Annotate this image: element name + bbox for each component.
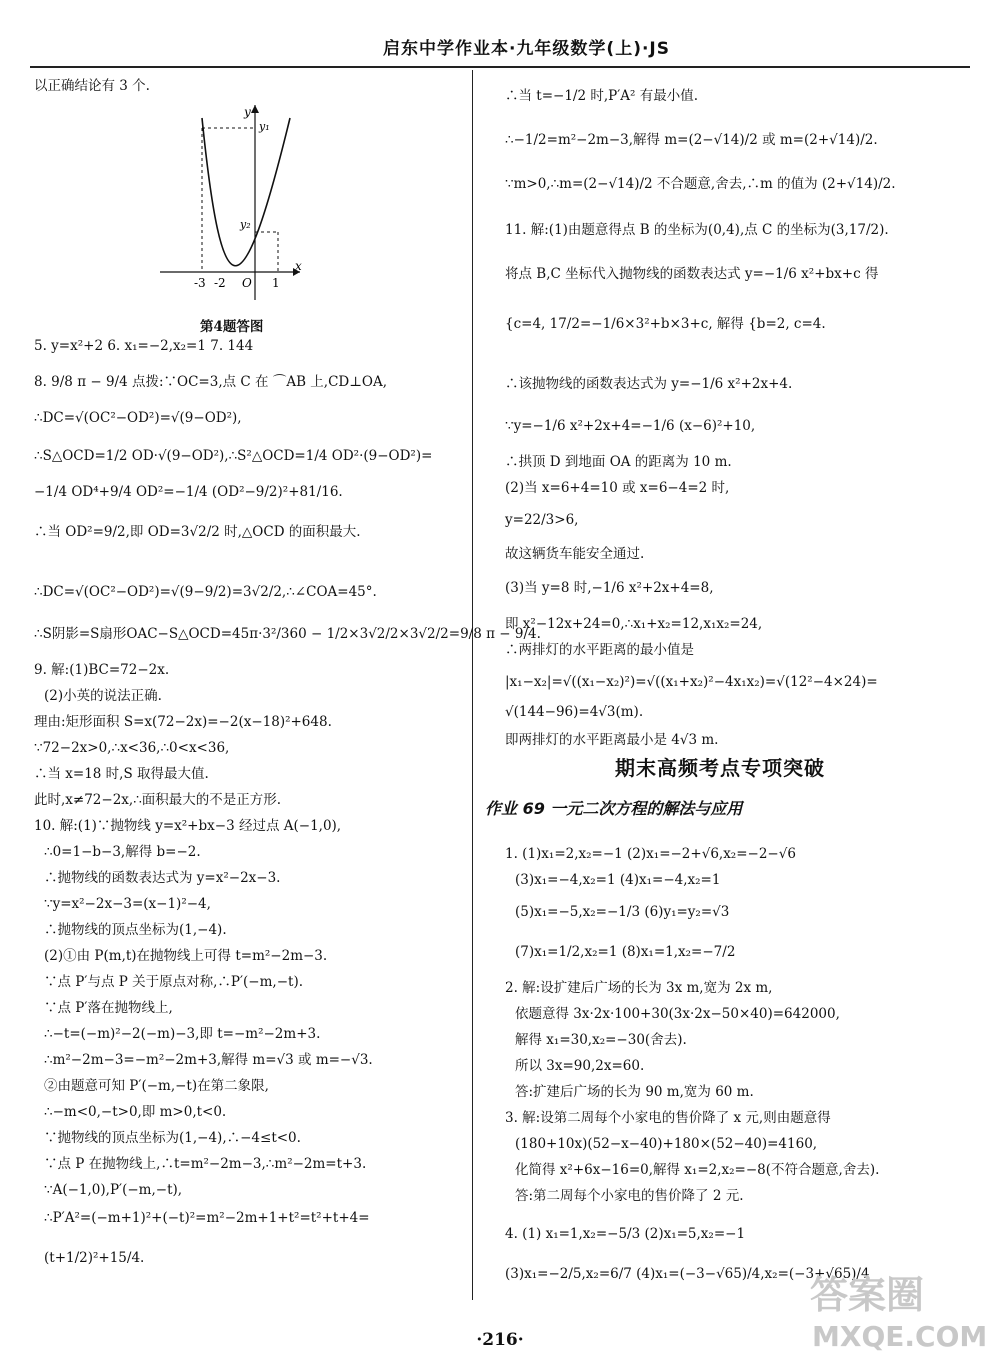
page-header xyxy=(30,28,970,68)
y2-label: y₂ xyxy=(240,218,251,231)
text-line: ∵抛物线的顶点坐标为(1,−4),∴−4≤t<0. xyxy=(44,1130,301,1146)
text-line: ∴当 OD²=9/2,即 OD=3√2/2 时,△OCD 的面积最大. xyxy=(34,524,361,540)
text-line: 答:扩建后广场的长为 90 m,宽为 60 m. xyxy=(515,1084,754,1100)
text-line: −1/4 OD⁴+9/4 OD²=−1/4 (OD²−9/2)²+81/16. xyxy=(34,484,343,500)
text-line: (2)当 x=6+4=10 或 x=6−4=2 时, xyxy=(505,480,730,496)
text-line: 9. 解:(1)BC=72−2x. xyxy=(34,662,170,678)
text-line: (180+10x)(52−x−40)+180×(52−40)=4160, xyxy=(515,1136,818,1152)
text-line: 3. 解:设第二周每个小家电的售价降了 x 元,则由题意得 xyxy=(505,1110,831,1126)
origin-label: O xyxy=(242,276,252,290)
watermark-text: 答案圈 xyxy=(810,1273,925,1317)
header-title: 启东中学作业本·九年级数学(上)·JS xyxy=(382,39,670,59)
text-line: (t+1/2)²+15/4. xyxy=(44,1250,145,1266)
text-line: ∴当 t=−1/2 时,P′A² 有最小值. xyxy=(505,88,699,104)
text-line: {c=4, 17/2=−1/6×3²+b×3+c, 解得 {b=2, c=4. xyxy=(505,316,826,332)
text-line: ∴两排灯的水平距离的最小值是 xyxy=(505,642,694,658)
text-line: (3)x₁=−2/5,x₂=6/7 (4)x₁=(−3−√65)/4,x₂=(−3+√65)/4 xyxy=(505,1266,870,1282)
text-line: ∵点 P′与点 P 关于原点对称,∴P′(−m,−t). xyxy=(44,974,304,990)
text-line: 8. 9/8 π − 9/4 点拨:∵OC=3,点 C 在 ⌒AB 上,CD⊥OA, xyxy=(34,374,388,390)
text-line: ∴该抛物线的函数表达式为 y=−1/6 x²+2x+4. xyxy=(505,376,793,392)
text-line: (2)①由 P(m,t)在抛物线上可得 t=m²−2m−3. xyxy=(44,948,328,964)
text-line: 1. (1)x₁=2,x₂=−1 (2)x₁=−2+√6,x₂=−2−√6 xyxy=(505,846,796,862)
text-line: 将点 B,C 坐标代入抛物线的函数表达式 y=−1/6 x²+bx+c 得 xyxy=(505,266,879,282)
text-line: ∴−m<0,−t>0,即 m>0,t<0. xyxy=(44,1104,227,1120)
x-label: x xyxy=(295,259,302,273)
text-line: ∴拱顶 D 到地面 OA 的距离为 10 m. xyxy=(505,454,732,470)
text-line: y=22/3>6, xyxy=(505,512,579,528)
text-line: 2. 解:设扩建后广场的长为 3x m,宽为 2x m, xyxy=(505,980,773,996)
text-line: ∴DC=√(OC²−OD²)=√(9−OD²), xyxy=(34,410,242,426)
text-line: 10. 解:(1)∵抛物线 y=x²+bx−3 经过点 A(−1,0), xyxy=(34,818,342,834)
text-line: ②由题意可知 P′(−m,−t)在第二象限, xyxy=(44,1078,269,1094)
column-divider xyxy=(472,70,473,1300)
text-line: (7)x₁=1/2,x₂=1 (8)x₁=1,x₂=−7/2 xyxy=(515,944,736,960)
text-line: 5. y=x²+2 6. x₁=−2,x₂=1 7. 144 xyxy=(34,338,254,354)
text-line: 解得 x₁=30,x₂=−30(舍去). xyxy=(515,1032,687,1048)
text-line: 4. (1) x₁=1,x₂=−5/3 (2)x₁=5,x₂=−1 xyxy=(505,1226,746,1242)
text-line: 所以 3x=90,2x=60. xyxy=(515,1058,645,1074)
text-line: 以正确结论有 3 个. xyxy=(34,78,150,94)
text-line: 即 x²−12x+24=0,∴x₁+x₂=12,x₁x₂=24, xyxy=(505,616,763,632)
tick-label: -2 xyxy=(214,276,226,290)
text-line: √(144−96)=4√3(m). xyxy=(505,704,644,720)
text-line: ∴当 x=18 时,S 取得最大值. xyxy=(34,766,209,782)
text-line: ∵m>0,∴m=(2−√14)/2 不合题意,舍去,∴m 的值为 (2+√14)/2. xyxy=(505,176,896,192)
parabola-curve xyxy=(202,118,290,266)
section-title: 期末高频考点专项突破 xyxy=(615,756,825,780)
text-line: ∴−t=(−m)²−2(−m)−3,即 t=−m²−2m+3. xyxy=(44,1026,321,1042)
text-line: ∴−1/2=m²−2m−3,解得 m=(2−√14)/2 或 m=(2+√14)/2. xyxy=(505,132,878,148)
text-line: (3)x₁=−4,x₂=1 (4)x₁=−4,x₂=1 xyxy=(515,872,721,888)
text-line: 理由:矩形面积 S=x(72−2x)=−2(x−18)²+648. xyxy=(34,714,332,730)
text-line: ∵点 P 在抛物线上,∴t=m²−2m−3,∴m²−2m=t+3. xyxy=(44,1156,367,1172)
figure-caption: 第4题答图 xyxy=(200,319,264,335)
text-line: 即两排灯的水平距离最小是 4√3 m. xyxy=(505,732,719,748)
text-line: 故这辆货车能安全通过. xyxy=(505,546,645,562)
text-line: ∴P′A²=(−m+1)²+(−t)²=m²−2m+1+t²=t²+t+4= xyxy=(44,1210,370,1226)
text-line: ∴0=1−b−3,解得 b=−2. xyxy=(44,844,201,860)
text-line: ∴DC=√(OC²−OD²)=√(9−9/2)=3√2/2,∴∠COA=45°. xyxy=(34,584,377,600)
y1-label: y₁ xyxy=(259,120,270,133)
text-line: ∴m²−2m−3=−m²−2m+3,解得 m=√3 或 m=−√3. xyxy=(44,1052,373,1068)
tick-label: 1 xyxy=(272,276,280,290)
page-number: ·216· xyxy=(476,1330,524,1350)
text-line: 答:第二周每个小家电的售价降了 2 元. xyxy=(515,1188,744,1204)
y-label: y xyxy=(244,105,251,119)
text-line: (3)当 y=8 时,−1/6 x²+2x+4=8, xyxy=(505,580,714,596)
text-line: 依题意得 3x·2x·100+30(3x·2x−50×40)=642000, xyxy=(515,1006,840,1022)
text-line: ∵72−2x>0,∴x<36,∴0<x<36, xyxy=(34,740,230,756)
text-line: ∵y=−1/6 x²+2x+4=−1/6 (x−6)²+10, xyxy=(505,418,756,434)
text-line: ∴抛物线的顶点坐标为(1,−4). xyxy=(44,922,227,938)
tick-label: -3 xyxy=(194,276,206,290)
parabola-figure xyxy=(160,100,310,305)
text-line: 化简得 x²+6x−16=0,解得 x₁=2,x₂=−8(不符合题意,舍去). xyxy=(515,1162,880,1178)
text-line: 此时,x≠72−2x,∴面积最大的不是正方形. xyxy=(34,792,282,808)
y-axis-arrow xyxy=(251,105,259,113)
text-line: ∴S阴影=S扇形OAC−S△OCD=45π·3²/360 − 1/2×3√2/2×3√2/2=9/8 π − 9/4. xyxy=(34,626,541,642)
text-line: |x₁−x₂|=√((x₁−x₂)²)=√((x₁+x₂)²−4x₁x₂)=√(12²−4×24)= xyxy=(505,674,878,690)
text-line: 11. 解:(1)由题意得点 B 的坐标为(0,4),点 C 的坐标为(3,17/2). xyxy=(505,222,889,238)
text-line: (5)x₁=−5,x₂=−1/3 (6)y₁=y₂=√3 xyxy=(515,904,730,920)
watermark-url: MXQE.COM xyxy=(812,1320,988,1353)
text-line: ∵点 P′落在抛物线上, xyxy=(44,1000,173,1016)
text-line: (2)小英的说法正确. xyxy=(44,688,162,704)
text-line: ∵A(−1,0),P′(−m,−t), xyxy=(44,1182,183,1198)
watermark-logo xyxy=(800,1266,990,1356)
text-line: ∵y=x²−2x−3=(x−1)²−4, xyxy=(44,896,211,912)
text-line: ∴S△OCD=1/2 OD·√(9−OD²),∴S²△OCD=1/4 OD²·(9−OD²)= xyxy=(34,448,433,464)
homework-title: 作业 69 一元二次方程的解法与应用 xyxy=(485,799,743,818)
text-line: ∴抛物线的函数表达式为 y=x²−2x−3. xyxy=(44,870,281,886)
